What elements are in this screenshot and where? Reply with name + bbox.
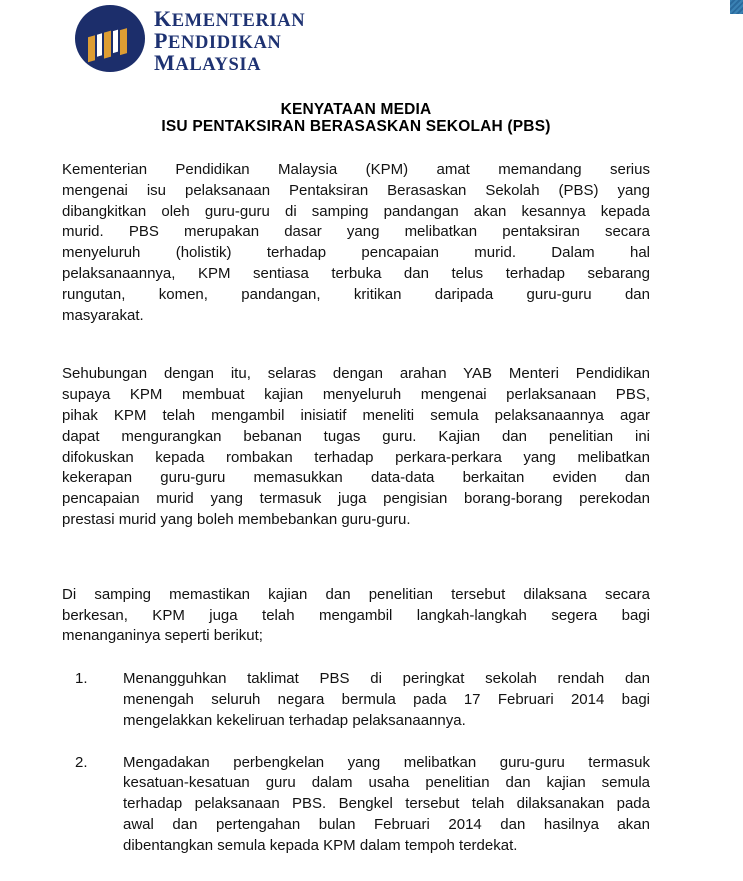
ministry-name-line1: KEMENTERIAN <box>154 6 306 31</box>
paragraph-line: supaya KPM membuat kajian menyeluruh mengenai perlaksanaan PBS, <box>62 386 650 404</box>
document-body <box>62 101 650 857</box>
paragraph-1 <box>62 160 650 326</box>
ministry-letterhead <box>0 0 743 75</box>
paragraph-2 <box>62 364 650 530</box>
list-item-2 <box>62 753 650 857</box>
list-item-number: 1. <box>75 670 88 688</box>
paragraph-line: dapat mengurangkan bebanan tugas guru. Kajian dan penelitian ini <box>62 427 650 445</box>
paragraph-line: berkesan, KPM juga telah mengambil langkah-langkah segera bagi <box>62 606 650 624</box>
paragraph-line: pelaksanaannya, KPM sentiasa terbuka dan telus terhadap sebarang <box>62 264 650 282</box>
paragraph-line: pihak KPM telah mengambil inisiatif meneliti semula pelaksanaannya agar <box>62 406 650 424</box>
paragraph-line: menanganinya seperti berikut; <box>62 627 263 645</box>
paragraph-line: prestasi murid yang boleh membebankan guru-guru. <box>62 510 411 528</box>
ministry-name-line2: PENDIDIKAN <box>154 28 282 53</box>
list-item-line: kesatuan-kesatuan guru dalam usaha penelitian dan kajian semula <box>123 774 650 792</box>
list-item-line: Menangguhkan taklimat PBS di peringkat sekolah rendah dan <box>123 670 650 688</box>
paragraph-line: difokuskan kepada rombakan terhadap perkara-perkara yang melibatkan <box>62 448 650 466</box>
paragraph-line: pencapaian murid yang termasuk juga pengisian borang-borang perekodan <box>62 490 650 508</box>
list-item-line: awal dan pertengahan bulan Februari 2014 dan hasilnya akan <box>123 815 650 833</box>
paragraph-line: Sehubungan dengan itu, selaras dengan arahan YAB Menteri Pendidikan <box>62 365 650 383</box>
paragraph-line: kekerapan guru-guru memasukkan data-data berkaitan eviden dan <box>62 469 650 487</box>
paragraph-3 <box>62 585 650 647</box>
paragraph-line: Kementerian Pendidikan Malaysia (KPM) amat memandang serius <box>62 161 650 178</box>
paragraph-line: murid. PBS merupakan dasar yang melibatkan pentaksiran secara <box>62 223 650 241</box>
paragraph-line: rungutan, komen, pandangan, kritikan daripada guru-guru dan <box>62 285 650 303</box>
list-item-line: dibentangkan semula kepada KPM dalam tempoh terdekat. <box>123 836 518 854</box>
document-title-line1: KENYATAAN MEDIA <box>280 101 432 118</box>
blue-corner-fragment <box>730 0 743 14</box>
list-item-text <box>123 753 650 857</box>
ministry-name <box>154 5 305 75</box>
list-item-line: mengelakkan kekeliruan terhadap pelaksanaannya. <box>123 711 466 729</box>
list-item-line: terhadap pelaksanaan PBS. Bengkel tersebut telah dilaksanakan pada <box>123 795 650 813</box>
document-title <box>62 101 650 135</box>
document-title-line2: ISU PENTAKSIRAN BERASASKAN SEKOLAH (PBS) <box>161 118 551 135</box>
kpm-emblem-icon <box>75 5 145 72</box>
ministry-name-line3: MALAYSIA <box>154 50 262 75</box>
list-item-line: Mengadakan perbengkelan yang melibatkan guru-guru termasuk <box>123 753 650 771</box>
paragraph-line: dibangkitkan oleh guru-guru di samping pandangan akan kesannya kepada <box>62 202 650 220</box>
paragraph-line: mengenai isu pelaksanaan Pentaksiran Berasaskan Sekolah (PBS) yang <box>62 181 650 199</box>
list-item-line: menengah seluruh negara bermula pada 17 Februari 2014 bagi <box>123 690 650 708</box>
list-item-number: 2. <box>75 753 88 771</box>
paragraph-line: Di samping memastikan kajian dan penelitian tersebut dilaksana secara <box>62 585 650 603</box>
paragraph-line: menyeluruh (holistik) terhadap pencapaian murid. Dalam hal <box>62 244 650 262</box>
list-item-text <box>123 669 650 731</box>
list-item-1 <box>62 669 650 731</box>
paragraph-line: masyarakat. <box>62 306 144 324</box>
